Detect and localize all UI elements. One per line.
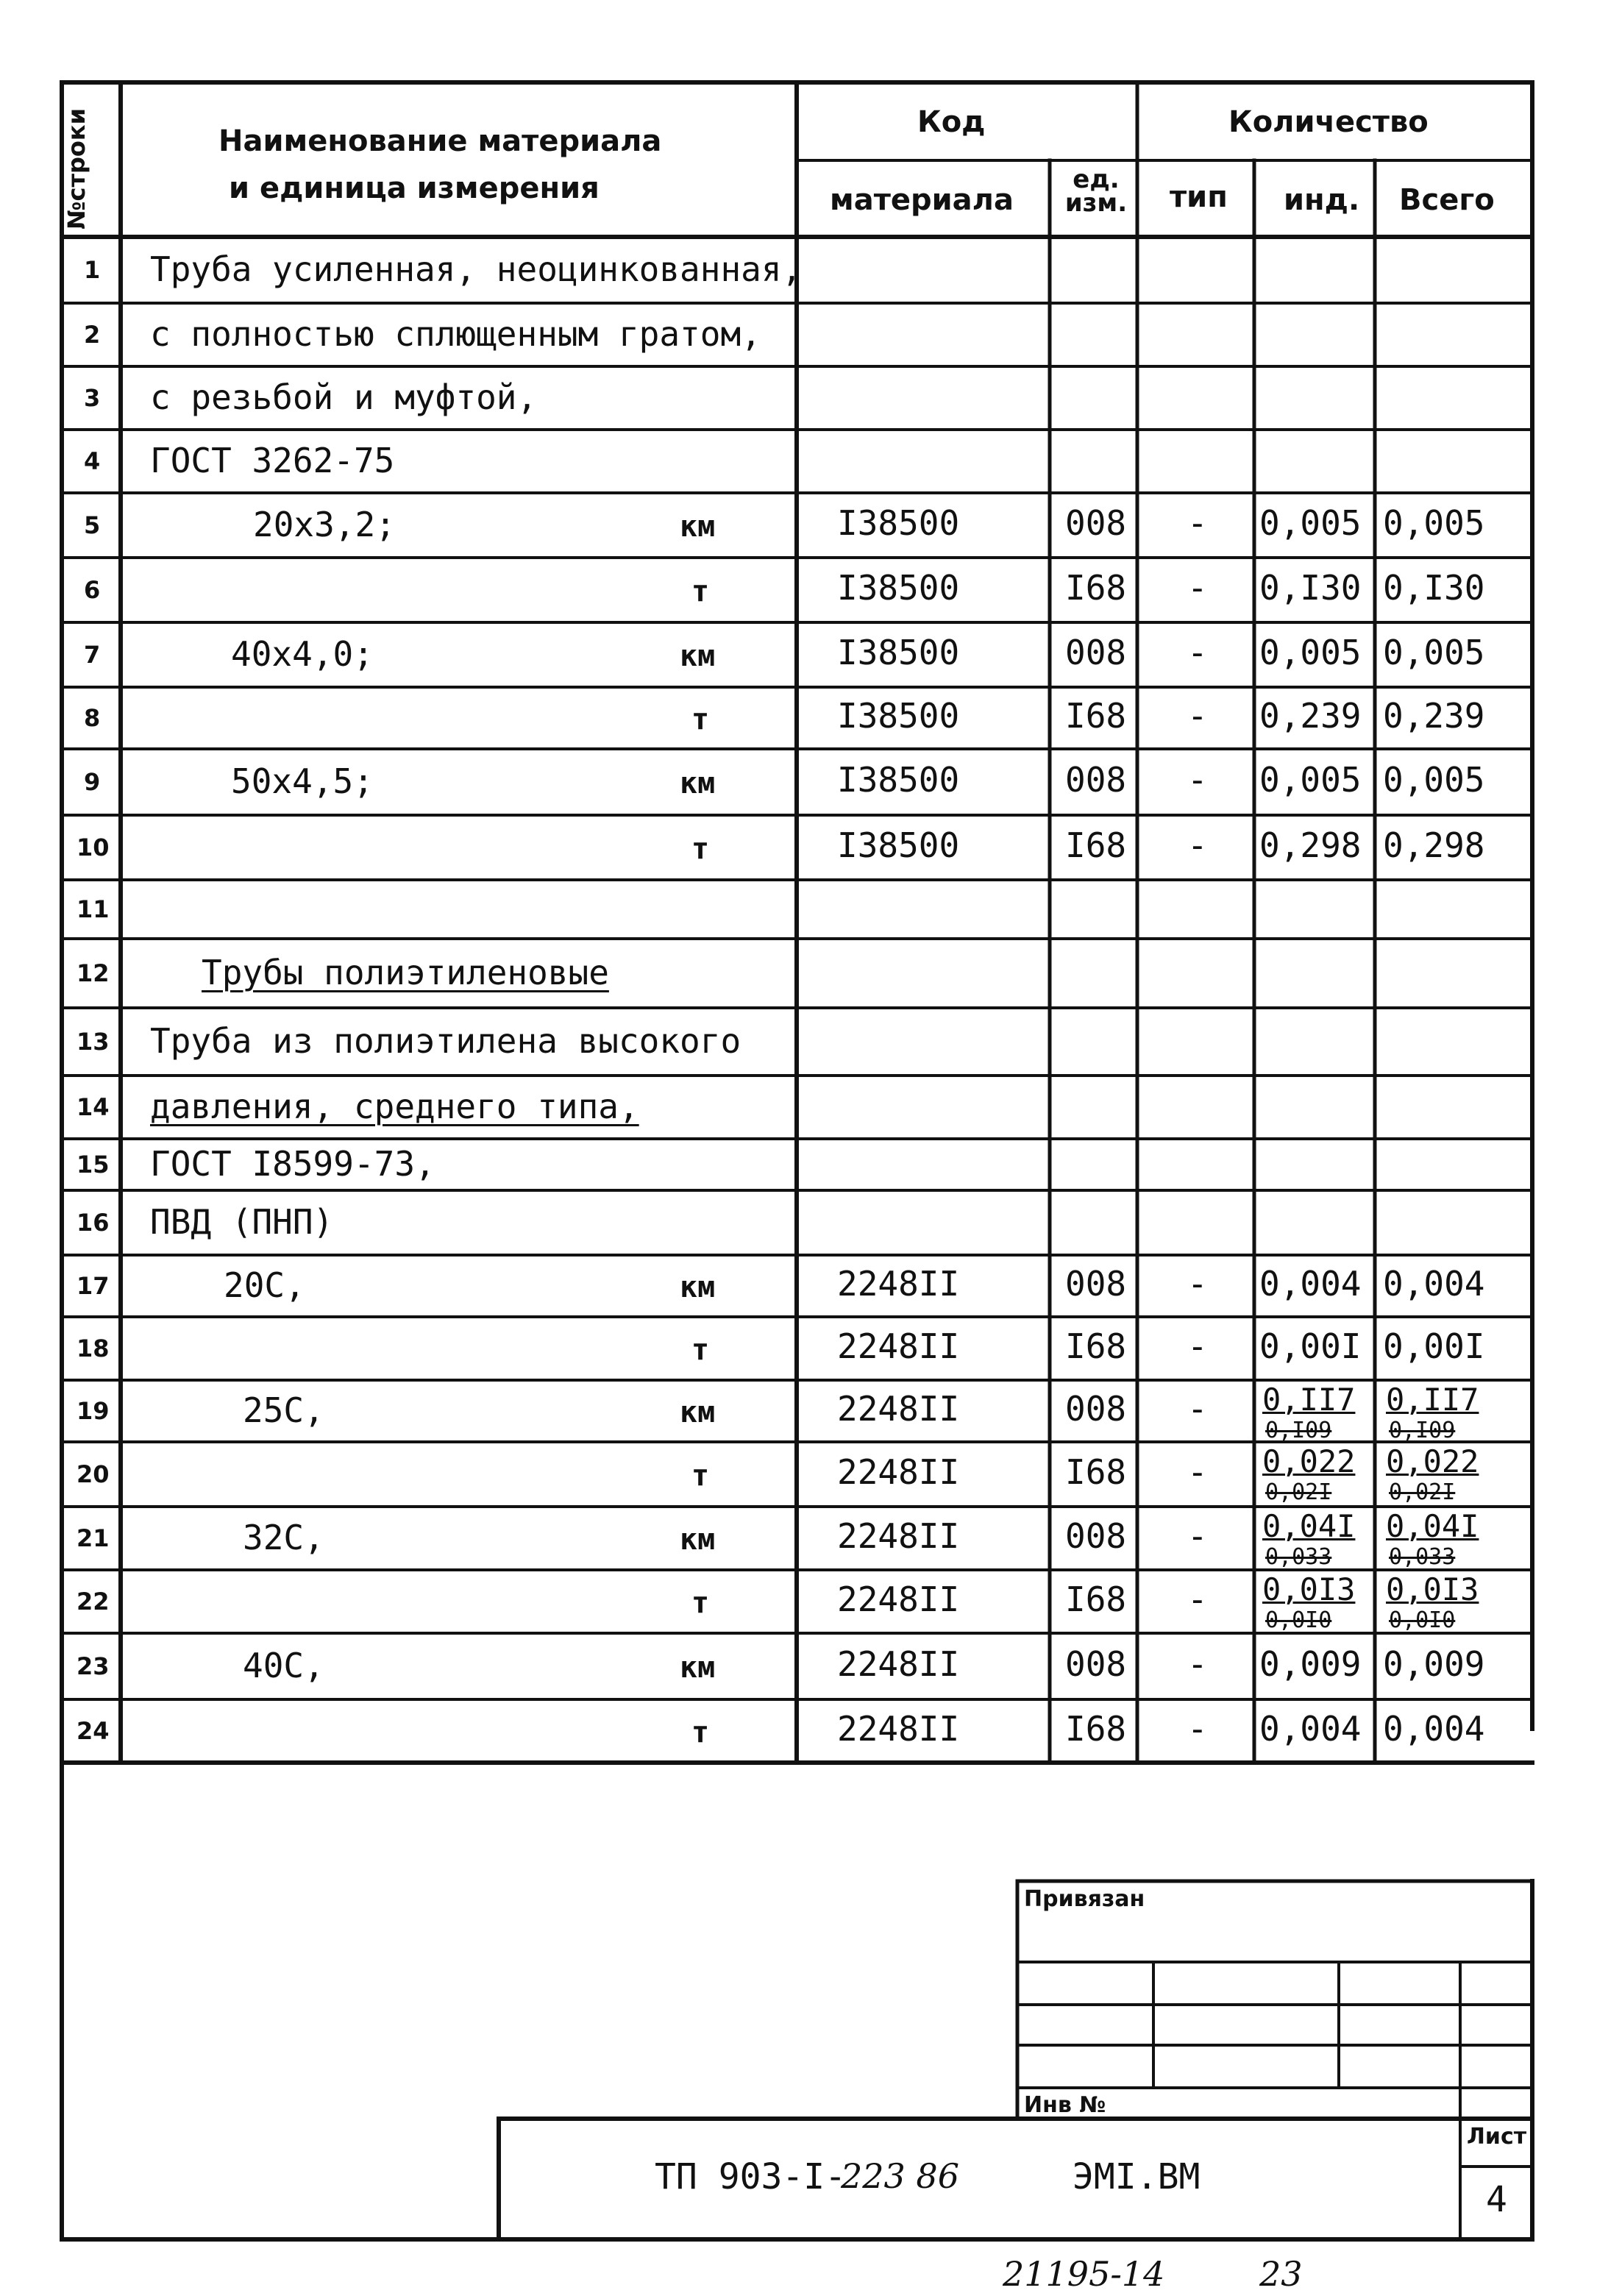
row-type-qty: - bbox=[1187, 1516, 1208, 1556]
row-ind-qty: 0,II7 bbox=[1262, 1382, 1356, 1418]
row-name: 20С, bbox=[224, 1265, 305, 1305]
row-unit: т bbox=[691, 703, 710, 736]
row-type-qty: - bbox=[1187, 1644, 1208, 1684]
row-ind-qty: 0,I30 bbox=[1259, 568, 1362, 608]
row-ind-qty-old: 0,I09 bbox=[1265, 1418, 1332, 1443]
row-number: 18 bbox=[77, 1334, 110, 1362]
row-unit-code: 008 bbox=[1065, 1644, 1127, 1684]
row-total-qty: 0,005 bbox=[1383, 633, 1485, 672]
row-unit: т bbox=[691, 1459, 710, 1493]
row-total-qty: 0,004 bbox=[1383, 1264, 1485, 1304]
row-number: 19 bbox=[77, 1397, 110, 1425]
row-unit: км bbox=[680, 1651, 716, 1685]
row-total-qty: 0,II7 bbox=[1386, 1382, 1479, 1418]
row-type-qty: - bbox=[1187, 1326, 1208, 1366]
row-material-code: 2248II bbox=[837, 1452, 960, 1492]
row-total-qty: 0,239 bbox=[1383, 696, 1485, 736]
row-type-qty: - bbox=[1187, 1709, 1208, 1749]
archive-number: 21195-14 bbox=[1003, 2254, 1165, 2294]
row-total-qty-old: 0,I09 bbox=[1389, 1418, 1456, 1443]
row-name: Трубы полиэтиленовые bbox=[202, 953, 609, 992]
row-number: 5 bbox=[84, 511, 101, 539]
row-ind-qty: 0,298 bbox=[1259, 825, 1362, 865]
row-unit-code: 008 bbox=[1065, 1264, 1127, 1304]
row-number: 8 bbox=[84, 704, 101, 732]
row-number: 20 bbox=[77, 1460, 110, 1488]
row-number: 21 bbox=[77, 1524, 110, 1552]
row-unit-code: I68 bbox=[1065, 696, 1127, 736]
row-material-code: I38500 bbox=[837, 825, 960, 865]
row-unit-code: 008 bbox=[1065, 1389, 1127, 1429]
row-type-qty: - bbox=[1187, 1264, 1208, 1304]
row-material-code: 2248II bbox=[837, 1326, 960, 1366]
row-material-code: 2248II bbox=[837, 1516, 960, 1556]
row-number: 14 bbox=[77, 1093, 110, 1121]
row-material-code: 2248II bbox=[837, 1264, 960, 1304]
row-type-qty: - bbox=[1187, 696, 1208, 736]
row-name: с полностью сплющенным гратом, bbox=[150, 314, 761, 354]
row-ind-qty: 0,005 bbox=[1259, 503, 1362, 543]
row-name: 40С, bbox=[243, 1646, 324, 1685]
row-number: 4 bbox=[84, 447, 101, 475]
row-unit-code: I68 bbox=[1065, 1326, 1127, 1366]
row-number: 10 bbox=[77, 834, 110, 861]
row-number: 11 bbox=[77, 895, 110, 923]
code-header: Код bbox=[917, 105, 986, 139]
row-name: 32С, bbox=[243, 1518, 324, 1557]
row-ind-qty: 0,04I bbox=[1262, 1508, 1356, 1544]
row-total-qty: 0,005 bbox=[1383, 760, 1485, 800]
row-name: 50х4,5; bbox=[231, 761, 374, 801]
row-unit-code: 008 bbox=[1065, 503, 1127, 543]
stamp-doc-code: ТП 903-I- bbox=[655, 2156, 847, 2197]
row-type-qty: - bbox=[1187, 633, 1208, 672]
row-number: 9 bbox=[84, 768, 101, 796]
row-number: 13 bbox=[77, 1028, 110, 1056]
qty-ind-header: инд. bbox=[1284, 183, 1360, 217]
row-ind-qty: 0,00I bbox=[1259, 1326, 1362, 1366]
row-total-qty-old: 0,02I bbox=[1389, 1479, 1456, 1505]
row-type-qty: - bbox=[1187, 1579, 1208, 1619]
row-ind-qty: 0,022 bbox=[1262, 1443, 1356, 1479]
row-material-code: 2248II bbox=[837, 1579, 960, 1619]
qty-total-header: Всего bbox=[1399, 183, 1495, 217]
row-unit-code: I68 bbox=[1065, 1709, 1127, 1749]
row-total-qty: 0,004 bbox=[1383, 1709, 1485, 1749]
stamp-doc-mark: ЭМI.ВМ bbox=[1073, 2156, 1201, 2197]
row-number: 15 bbox=[77, 1151, 110, 1179]
row-name: 25С, bbox=[243, 1390, 324, 1430]
row-unit-code: I68 bbox=[1065, 1579, 1127, 1619]
row-total-qty-old: 0,0I0 bbox=[1389, 1607, 1456, 1633]
row-name: давления, среднего типа, bbox=[150, 1087, 639, 1126]
row-ind-qty: 0,239 bbox=[1259, 696, 1362, 736]
row-unit: км bbox=[680, 639, 716, 673]
row-name: 40х4,0; bbox=[231, 634, 374, 674]
row-unit: км bbox=[680, 1523, 716, 1557]
row-ind-qty-old: 0,0I0 bbox=[1265, 1607, 1332, 1633]
row-number: 24 bbox=[77, 1717, 110, 1745]
row-name: Труба усиленная, неоцинкованная, bbox=[150, 249, 803, 289]
row-material-code: 2248II bbox=[837, 1709, 960, 1749]
row-name: ГОСТ I8599-73, bbox=[150, 1144, 435, 1184]
row-number: 12 bbox=[77, 959, 110, 987]
row-type-qty: - bbox=[1187, 825, 1208, 865]
stamp-sheet-number: 4 bbox=[1486, 2179, 1507, 2220]
row-number: 2 bbox=[84, 321, 101, 349]
row-material-code: I38500 bbox=[837, 568, 960, 608]
row-unit: т bbox=[691, 1716, 710, 1749]
row-number: 3 bbox=[84, 384, 101, 412]
row-total-qty-old: 0,033 bbox=[1389, 1544, 1456, 1570]
quantity-header: Количество bbox=[1228, 105, 1429, 139]
row-type-qty: - bbox=[1187, 1452, 1208, 1492]
row-unit-code: I68 bbox=[1065, 825, 1127, 865]
row-unit: т bbox=[691, 832, 710, 866]
stamp-sheet-label: Лист bbox=[1467, 2124, 1527, 2150]
row-total-qty: 0,04I bbox=[1386, 1508, 1479, 1544]
row-number: 23 bbox=[77, 1652, 110, 1680]
row-name: Труба из полиэтилена высокого bbox=[150, 1021, 741, 1061]
stamp-inv-label: Инв № bbox=[1024, 2092, 1106, 2118]
row-material-code: I38500 bbox=[837, 696, 960, 736]
row-unit-code: 008 bbox=[1065, 633, 1127, 672]
row-unit: т bbox=[691, 575, 710, 608]
row-ind-qty: 0,004 bbox=[1259, 1709, 1362, 1749]
row-total-qty: 0,0I3 bbox=[1386, 1571, 1479, 1607]
row-unit-code: 008 bbox=[1065, 1516, 1127, 1556]
row-type-qty: - bbox=[1187, 503, 1208, 543]
row-name: ГОСТ 3262-75 bbox=[150, 441, 395, 480]
row-type-qty: - bbox=[1187, 568, 1208, 608]
row-number: 7 bbox=[84, 641, 101, 669]
row-unit-code: I68 bbox=[1065, 568, 1127, 608]
row-unit-code: I68 bbox=[1065, 1452, 1127, 1492]
row-type-qty: - bbox=[1187, 760, 1208, 800]
code-material-header: материала bbox=[830, 183, 1014, 217]
row-number: 17 bbox=[77, 1272, 110, 1300]
row-type-qty: - bbox=[1187, 1389, 1208, 1429]
stamp-doc-code-hand: 223 86 bbox=[841, 2156, 959, 2196]
row-total-qty: 0,009 bbox=[1383, 1644, 1485, 1684]
name-header-line2: и единица измерения bbox=[229, 171, 600, 205]
name-header-line1: Наименование материала bbox=[218, 124, 662, 158]
row-total-qty: 0,I30 bbox=[1383, 568, 1485, 608]
row-ind-qty: 0,005 bbox=[1259, 760, 1362, 800]
row-material-code: I38500 bbox=[837, 503, 960, 543]
row-ind-qty: 0,0I3 bbox=[1262, 1571, 1356, 1607]
row-ind-qty: 0,005 bbox=[1259, 633, 1362, 672]
row-ind-qty: 0,009 bbox=[1259, 1644, 1362, 1684]
stamp-bound-label: Привязан bbox=[1024, 1886, 1145, 1912]
row-name: ПВД (ПНП) bbox=[150, 1202, 334, 1242]
row-number: 6 bbox=[84, 576, 101, 604]
row-ind-qty: 0,004 bbox=[1259, 1264, 1362, 1304]
row-material-code: 2248II bbox=[837, 1644, 960, 1684]
row-unit-code: 008 bbox=[1065, 760, 1127, 800]
row-material-code: I38500 bbox=[837, 760, 960, 800]
row-number: 22 bbox=[77, 1588, 110, 1616]
row-total-qty: 0,005 bbox=[1383, 503, 1485, 543]
page-number: 23 bbox=[1259, 2254, 1303, 2294]
row-total-qty: 0,00I bbox=[1383, 1326, 1485, 1366]
row-total-qty: 0,022 bbox=[1386, 1443, 1479, 1479]
row-ind-qty-old: 0,02I bbox=[1265, 1479, 1332, 1505]
qty-type-header: тип bbox=[1170, 180, 1228, 214]
row-unit: км bbox=[680, 1270, 716, 1304]
row-number: 16 bbox=[77, 1209, 110, 1237]
row-unit: км bbox=[680, 510, 716, 544]
row-ind-qty-old: 0,033 bbox=[1265, 1544, 1332, 1570]
row-number-header: №строки bbox=[63, 107, 90, 230]
row-number: 1 bbox=[84, 256, 101, 284]
row-total-qty: 0,298 bbox=[1383, 825, 1485, 865]
row-name: с резьбой и муфтой, bbox=[150, 377, 538, 417]
row-unit: т bbox=[691, 1333, 710, 1367]
row-unit: т bbox=[691, 1586, 710, 1620]
row-name: 20х3,2; bbox=[253, 505, 396, 544]
row-unit: км bbox=[680, 1396, 716, 1429]
row-unit: км bbox=[680, 767, 716, 800]
row-material-code: I38500 bbox=[837, 633, 960, 672]
row-material-code: 2248II bbox=[837, 1389, 960, 1429]
code-unit-header: ед. изм. bbox=[1064, 165, 1128, 218]
